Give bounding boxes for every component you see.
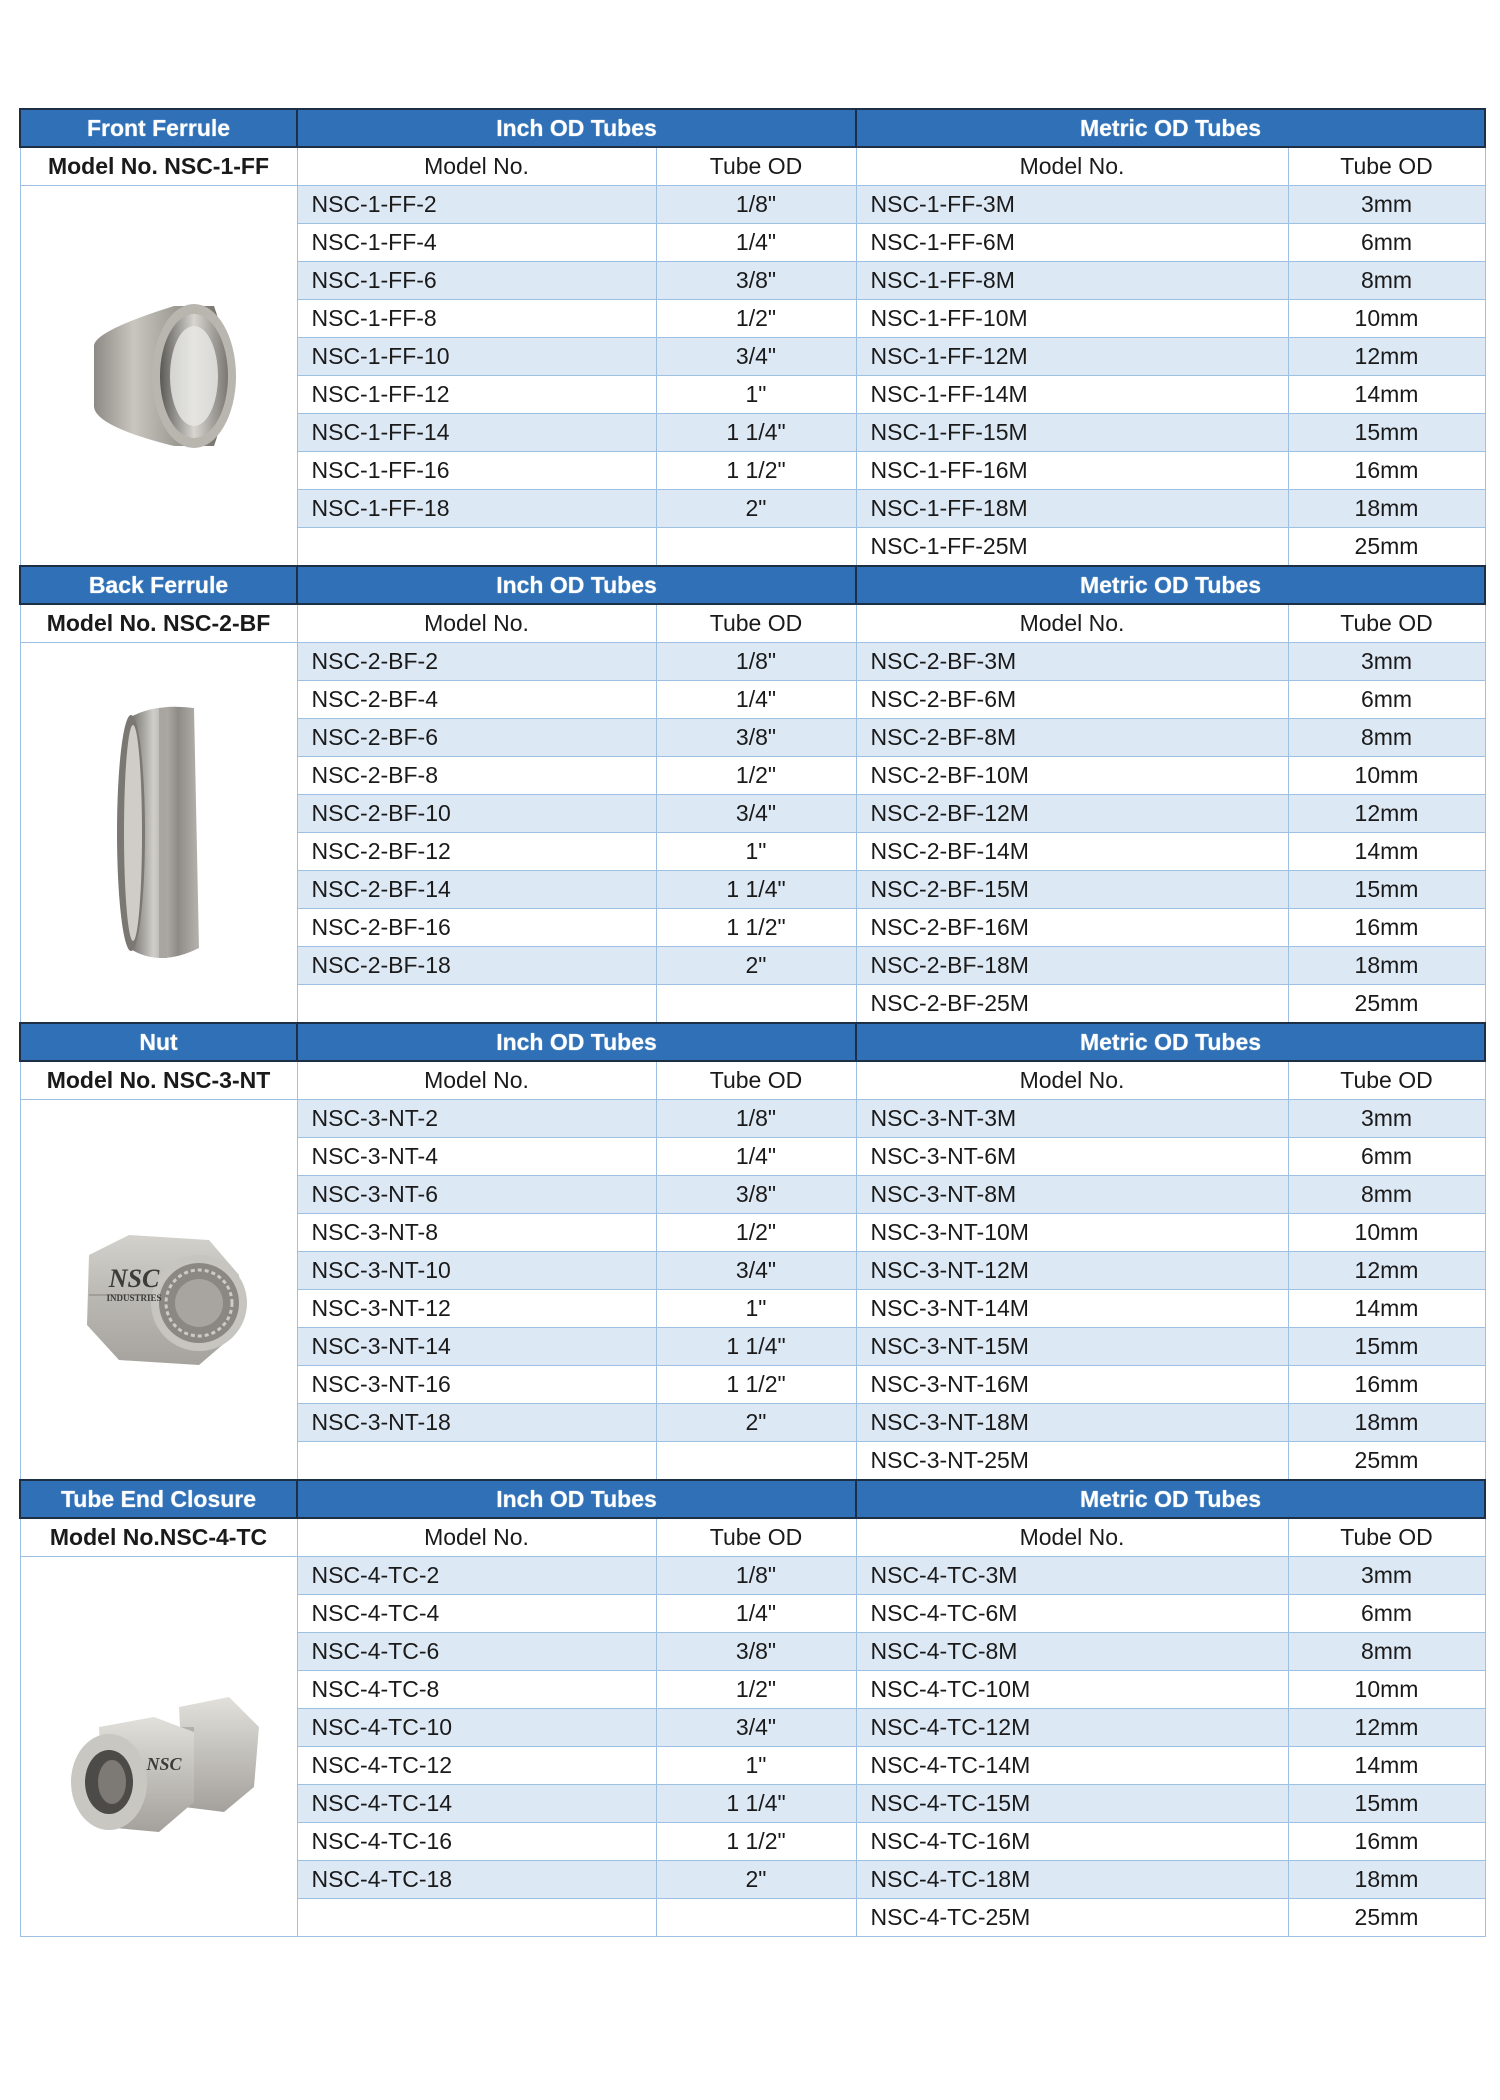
metric-model-no: NSC-1-FF-12M bbox=[856, 338, 1288, 376]
inch-model-no-header: Model No. bbox=[297, 1518, 656, 1557]
metric-tube-od-header: Tube OD bbox=[1288, 604, 1485, 643]
metric-od-group-header: Metric OD Tubes bbox=[856, 109, 1485, 147]
inch-model-no-header: Model No. bbox=[297, 147, 656, 186]
metric-model-no: NSC-2-BF-18M bbox=[856, 947, 1288, 985]
section-model-label: Model No. NSC-2-BF bbox=[20, 604, 297, 643]
metric-model-no: NSC-3-NT-15M bbox=[856, 1328, 1288, 1366]
table-row bbox=[20, 1557, 1485, 1595]
metric-tube-od: 25mm bbox=[1288, 985, 1485, 1024]
metric-model-no: NSC-4-TC-12M bbox=[856, 1709, 1288, 1747]
inch-tube-od: 1" bbox=[656, 1290, 856, 1328]
inch-tube-od: 2" bbox=[656, 1404, 856, 1442]
inch-tube-od: 1/2" bbox=[656, 300, 856, 338]
inch-model-no bbox=[297, 985, 656, 1024]
inch-model-no: NSC-2-BF-12 bbox=[297, 833, 656, 871]
metric-model-no-header: Model No. bbox=[856, 1518, 1288, 1557]
inch-model-no: NSC-2-BF-10 bbox=[297, 795, 656, 833]
table-row bbox=[20, 643, 1485, 681]
metric-tube-od: 14mm bbox=[1288, 376, 1485, 414]
metric-model-no-header: Model No. bbox=[856, 147, 1288, 186]
inch-model-no: NSC-3-NT-10 bbox=[297, 1252, 656, 1290]
metric-model-no: NSC-1-FF-16M bbox=[856, 452, 1288, 490]
metric-tube-od: 18mm bbox=[1288, 490, 1485, 528]
metric-model-no: NSC-4-TC-8M bbox=[856, 1633, 1288, 1671]
inch-model-no: NSC-2-BF-4 bbox=[297, 681, 656, 719]
metric-model-no: NSC-4-TC-25M bbox=[856, 1899, 1288, 1937]
inch-model-no: NSC-1-FF-4 bbox=[297, 224, 656, 262]
metric-model-no: NSC-2-BF-25M bbox=[856, 985, 1288, 1024]
column-header-row bbox=[20, 147, 1485, 186]
inch-model-no-header: Model No. bbox=[297, 1061, 656, 1100]
metric-model-no-header: Model No. bbox=[856, 1061, 1288, 1100]
back-ferrule-icon bbox=[99, 688, 219, 978]
inch-model-no: NSC-1-FF-8 bbox=[297, 300, 656, 338]
nut-image bbox=[20, 1100, 297, 1481]
inch-tube-od bbox=[656, 1442, 856, 1481]
nsc-logo-text: NSC bbox=[145, 1753, 182, 1774]
spec-table bbox=[19, 108, 1486, 1937]
metric-tube-od: 15mm bbox=[1288, 1785, 1485, 1823]
inch-tube-od: 1/4" bbox=[656, 1595, 856, 1633]
inch-tube-od: 3/8" bbox=[656, 1633, 856, 1671]
metric-tube-od: 18mm bbox=[1288, 1404, 1485, 1442]
inch-model-no: NSC-2-BF-18 bbox=[297, 947, 656, 985]
product-spec-sheet bbox=[19, 108, 1484, 1937]
metric-tube-od: 14mm bbox=[1288, 1290, 1485, 1328]
metric-tube-od: 6mm bbox=[1288, 224, 1485, 262]
inch-tube-od: 3/4" bbox=[656, 795, 856, 833]
inch-tube-od: 1 1/2" bbox=[656, 1823, 856, 1861]
inch-model-no: NSC-2-BF-2 bbox=[297, 643, 656, 681]
inch-model-no: NSC-2-BF-6 bbox=[297, 719, 656, 757]
metric-model-no: NSC-2-BF-8M bbox=[856, 719, 1288, 757]
tube-end-closure-icon bbox=[44, 1652, 274, 1842]
inch-tube-od bbox=[656, 985, 856, 1024]
inch-model-no: NSC-4-TC-16 bbox=[297, 1823, 656, 1861]
inch-model-no: NSC-3-NT-6 bbox=[297, 1176, 656, 1214]
metric-model-no: NSC-2-BF-12M bbox=[856, 795, 1288, 833]
section-header-front-ferrule bbox=[20, 109, 1485, 147]
inch-tube-od-header: Tube OD bbox=[656, 1518, 856, 1557]
inch-tube-od: 1/8" bbox=[656, 1100, 856, 1138]
inch-model-no: NSC-1-FF-14 bbox=[297, 414, 656, 452]
metric-tube-od: 8mm bbox=[1288, 1633, 1485, 1671]
metric-tube-od: 8mm bbox=[1288, 1176, 1485, 1214]
metric-model-no: NSC-3-NT-25M bbox=[856, 1442, 1288, 1481]
inch-model-no: NSC-3-NT-8 bbox=[297, 1214, 656, 1252]
inch-tube-od: 3/8" bbox=[656, 262, 856, 300]
metric-model-no: NSC-1-FF-10M bbox=[856, 300, 1288, 338]
inch-tube-od: 1" bbox=[656, 376, 856, 414]
metric-model-no: NSC-2-BF-3M bbox=[856, 643, 1288, 681]
inch-tube-od: 1/2" bbox=[656, 757, 856, 795]
metric-tube-od: 10mm bbox=[1288, 757, 1485, 795]
metric-model-no: NSC-4-TC-18M bbox=[856, 1861, 1288, 1899]
section-model-label: Model No.NSC-4-TC bbox=[20, 1518, 297, 1557]
metric-tube-od: 12mm bbox=[1288, 1252, 1485, 1290]
metric-model-no: NSC-2-BF-15M bbox=[856, 871, 1288, 909]
inch-tube-od: 1/2" bbox=[656, 1214, 856, 1252]
inch-model-no: NSC-2-BF-8 bbox=[297, 757, 656, 795]
inch-tube-od: 1/4" bbox=[656, 224, 856, 262]
inch-tube-od: 1/4" bbox=[656, 1138, 856, 1176]
metric-model-no: NSC-3-NT-6M bbox=[856, 1138, 1288, 1176]
metric-tube-od: 14mm bbox=[1288, 833, 1485, 871]
inch-tube-od-header: Tube OD bbox=[656, 1061, 856, 1100]
section-header-nut bbox=[20, 1023, 1485, 1061]
inch-tube-od: 1" bbox=[656, 1747, 856, 1785]
metric-model-no: NSC-3-NT-8M bbox=[856, 1176, 1288, 1214]
inch-tube-od-header: Tube OD bbox=[656, 147, 856, 186]
inch-model-no bbox=[297, 528, 656, 567]
metric-tube-od-header: Tube OD bbox=[1288, 1061, 1485, 1100]
inch-model-no: NSC-4-TC-12 bbox=[297, 1747, 656, 1785]
table-row bbox=[20, 186, 1485, 224]
metric-tube-od: 10mm bbox=[1288, 300, 1485, 338]
metric-tube-od: 16mm bbox=[1288, 909, 1485, 947]
section-model-label: Model No. NSC-1-FF bbox=[20, 147, 297, 186]
inch-tube-od: 1 1/2" bbox=[656, 1366, 856, 1404]
inch-tube-od: 2" bbox=[656, 1861, 856, 1899]
inch-model-no bbox=[297, 1442, 656, 1481]
nsc-logo-subtext: INDUSTRIES bbox=[105, 1292, 162, 1303]
metric-model-no: NSC-3-NT-16M bbox=[856, 1366, 1288, 1404]
metric-tube-od: 15mm bbox=[1288, 414, 1485, 452]
metric-model-no: NSC-4-TC-16M bbox=[856, 1823, 1288, 1861]
column-header-row bbox=[20, 604, 1485, 643]
inch-tube-od: 1 1/4" bbox=[656, 871, 856, 909]
inch-model-no: NSC-3-NT-4 bbox=[297, 1138, 656, 1176]
metric-tube-od: 10mm bbox=[1288, 1214, 1485, 1252]
metric-model-no: NSC-2-BF-6M bbox=[856, 681, 1288, 719]
metric-tube-od: 25mm bbox=[1288, 1899, 1485, 1937]
metric-tube-od-header: Tube OD bbox=[1288, 1518, 1485, 1557]
inch-tube-od: 1/8" bbox=[656, 643, 856, 681]
front-ferrule-icon bbox=[64, 276, 254, 476]
inch-tube-od-header: Tube OD bbox=[656, 604, 856, 643]
inch-tube-od: 2" bbox=[656, 947, 856, 985]
inch-tube-od: 1/8" bbox=[656, 1557, 856, 1595]
metric-tube-od: 8mm bbox=[1288, 719, 1485, 757]
inch-tube-od: 3/8" bbox=[656, 719, 856, 757]
metric-od-group-header: Metric OD Tubes bbox=[856, 1023, 1485, 1061]
metric-tube-od: 6mm bbox=[1288, 681, 1485, 719]
inch-model-no: NSC-4-TC-6 bbox=[297, 1633, 656, 1671]
metric-model-no: NSC-1-FF-15M bbox=[856, 414, 1288, 452]
section-title: Nut bbox=[20, 1023, 297, 1061]
tube-end-closure-image bbox=[20, 1557, 297, 1937]
section-model-label: Model No. NSC-3-NT bbox=[20, 1061, 297, 1100]
inch-tube-od: 1/8" bbox=[656, 186, 856, 224]
inch-od-group-header: Inch OD Tubes bbox=[297, 1480, 856, 1518]
metric-model-no: NSC-3-NT-3M bbox=[856, 1100, 1288, 1138]
metric-tube-od: 25mm bbox=[1288, 1442, 1485, 1481]
inch-tube-od: 3/4" bbox=[656, 1709, 856, 1747]
inch-model-no: NSC-4-TC-18 bbox=[297, 1861, 656, 1899]
metric-model-no: NSC-4-TC-14M bbox=[856, 1747, 1288, 1785]
inch-tube-od: 1/2" bbox=[656, 1671, 856, 1709]
metric-tube-od: 16mm bbox=[1288, 1823, 1485, 1861]
metric-tube-od: 18mm bbox=[1288, 1861, 1485, 1899]
inch-model-no: NSC-3-NT-2 bbox=[297, 1100, 656, 1138]
inch-tube-od: 1/4" bbox=[656, 681, 856, 719]
column-header-row bbox=[20, 1061, 1485, 1100]
metric-model-no: NSC-3-NT-14M bbox=[856, 1290, 1288, 1328]
inch-model-no: NSC-1-FF-16 bbox=[297, 452, 656, 490]
metric-tube-od: 3mm bbox=[1288, 186, 1485, 224]
inch-od-group-header: Inch OD Tubes bbox=[297, 109, 856, 147]
metric-tube-od: 16mm bbox=[1288, 1366, 1485, 1404]
metric-tube-od: 25mm bbox=[1288, 528, 1485, 567]
metric-tube-od: 16mm bbox=[1288, 452, 1485, 490]
metric-tube-od: 10mm bbox=[1288, 1671, 1485, 1709]
inch-model-no: NSC-4-TC-8 bbox=[297, 1671, 656, 1709]
metric-tube-od: 12mm bbox=[1288, 795, 1485, 833]
section-title: Tube End Closure bbox=[20, 1480, 297, 1518]
inch-model-no-header: Model No. bbox=[297, 604, 656, 643]
metric-tube-od: 3mm bbox=[1288, 1557, 1485, 1595]
section-header-tube-end-closure bbox=[20, 1480, 1485, 1518]
metric-model-no: NSC-4-TC-3M bbox=[856, 1557, 1288, 1595]
inch-tube-od bbox=[656, 528, 856, 567]
metric-model-no: NSC-1-FF-14M bbox=[856, 376, 1288, 414]
inch-model-no: NSC-2-BF-14 bbox=[297, 871, 656, 909]
inch-tube-od: 2" bbox=[656, 490, 856, 528]
inch-model-no: NSC-3-NT-12 bbox=[297, 1290, 656, 1328]
metric-model-no: NSC-3-NT-18M bbox=[856, 1404, 1288, 1442]
inch-model-no: NSC-4-TC-2 bbox=[297, 1557, 656, 1595]
section-title: Front Ferrule bbox=[20, 109, 297, 147]
section-title: Back Ferrule bbox=[20, 566, 297, 604]
inch-model-no: NSC-1-FF-12 bbox=[297, 376, 656, 414]
inch-model-no: NSC-3-NT-18 bbox=[297, 1404, 656, 1442]
inch-tube-od: 3/4" bbox=[656, 1252, 856, 1290]
column-header-row bbox=[20, 1518, 1485, 1557]
inch-model-no: NSC-1-FF-6 bbox=[297, 262, 656, 300]
inch-model-no: NSC-4-TC-4 bbox=[297, 1595, 656, 1633]
table-row bbox=[20, 1100, 1485, 1138]
metric-model-no: NSC-2-BF-16M bbox=[856, 909, 1288, 947]
inch-model-no: NSC-3-NT-16 bbox=[297, 1366, 656, 1404]
inch-tube-od bbox=[656, 1899, 856, 1937]
section-header-back-ferrule bbox=[20, 566, 1485, 604]
metric-model-no: NSC-1-FF-25M bbox=[856, 528, 1288, 567]
inch-od-group-header: Inch OD Tubes bbox=[297, 1023, 856, 1061]
inch-model-no: NSC-4-TC-10 bbox=[297, 1709, 656, 1747]
metric-model-no-header: Model No. bbox=[856, 604, 1288, 643]
metric-tube-od: 18mm bbox=[1288, 947, 1485, 985]
metric-model-no: NSC-1-FF-18M bbox=[856, 490, 1288, 528]
metric-model-no: NSC-1-FF-8M bbox=[856, 262, 1288, 300]
inch-model-no: NSC-2-BF-16 bbox=[297, 909, 656, 947]
inch-tube-od: 1" bbox=[656, 833, 856, 871]
metric-model-no: NSC-3-NT-12M bbox=[856, 1252, 1288, 1290]
inch-tube-od: 3/4" bbox=[656, 338, 856, 376]
metric-model-no: NSC-4-TC-6M bbox=[856, 1595, 1288, 1633]
metric-tube-od: 15mm bbox=[1288, 871, 1485, 909]
metric-tube-od: 12mm bbox=[1288, 1709, 1485, 1747]
metric-model-no: NSC-4-TC-10M bbox=[856, 1671, 1288, 1709]
inch-model-no: NSC-4-TC-14 bbox=[297, 1785, 656, 1823]
metric-tube-od: 8mm bbox=[1288, 262, 1485, 300]
metric-tube-od: 3mm bbox=[1288, 643, 1485, 681]
metric-model-no: NSC-1-FF-6M bbox=[856, 224, 1288, 262]
metric-tube-od: 6mm bbox=[1288, 1138, 1485, 1176]
metric-model-no: NSC-4-TC-15M bbox=[856, 1785, 1288, 1823]
inch-tube-od: 3/8" bbox=[656, 1176, 856, 1214]
inch-tube-od: 1 1/4" bbox=[656, 1785, 856, 1823]
metric-od-group-header: Metric OD Tubes bbox=[856, 1480, 1485, 1518]
inch-tube-od: 1 1/2" bbox=[656, 452, 856, 490]
metric-tube-od: 3mm bbox=[1288, 1100, 1485, 1138]
metric-od-group-header: Metric OD Tubes bbox=[856, 566, 1485, 604]
metric-model-no: NSC-2-BF-10M bbox=[856, 757, 1288, 795]
inch-tube-od: 1 1/2" bbox=[656, 909, 856, 947]
metric-tube-od-header: Tube OD bbox=[1288, 147, 1485, 186]
inch-model-no: NSC-1-FF-2 bbox=[297, 186, 656, 224]
inch-od-group-header: Inch OD Tubes bbox=[297, 566, 856, 604]
inch-model-no: NSC-1-FF-18 bbox=[297, 490, 656, 528]
front-ferrule-image bbox=[20, 186, 297, 567]
metric-model-no: NSC-1-FF-3M bbox=[856, 186, 1288, 224]
inch-tube-od: 1 1/4" bbox=[656, 1328, 856, 1366]
inch-model-no bbox=[297, 1899, 656, 1937]
metric-tube-od: 6mm bbox=[1288, 1595, 1485, 1633]
inch-tube-od: 1 1/4" bbox=[656, 414, 856, 452]
metric-tube-od: 12mm bbox=[1288, 338, 1485, 376]
metric-tube-od: 15mm bbox=[1288, 1328, 1485, 1366]
nsc-logo-text: NSC bbox=[108, 1263, 159, 1293]
metric-model-no: NSC-3-NT-10M bbox=[856, 1214, 1288, 1252]
inch-model-no: NSC-3-NT-14 bbox=[297, 1328, 656, 1366]
back-ferrule-image bbox=[20, 643, 297, 1024]
nut-icon bbox=[49, 1195, 269, 1385]
inch-model-no: NSC-1-FF-10 bbox=[297, 338, 656, 376]
metric-model-no: NSC-2-BF-14M bbox=[856, 833, 1288, 871]
metric-tube-od: 14mm bbox=[1288, 1747, 1485, 1785]
